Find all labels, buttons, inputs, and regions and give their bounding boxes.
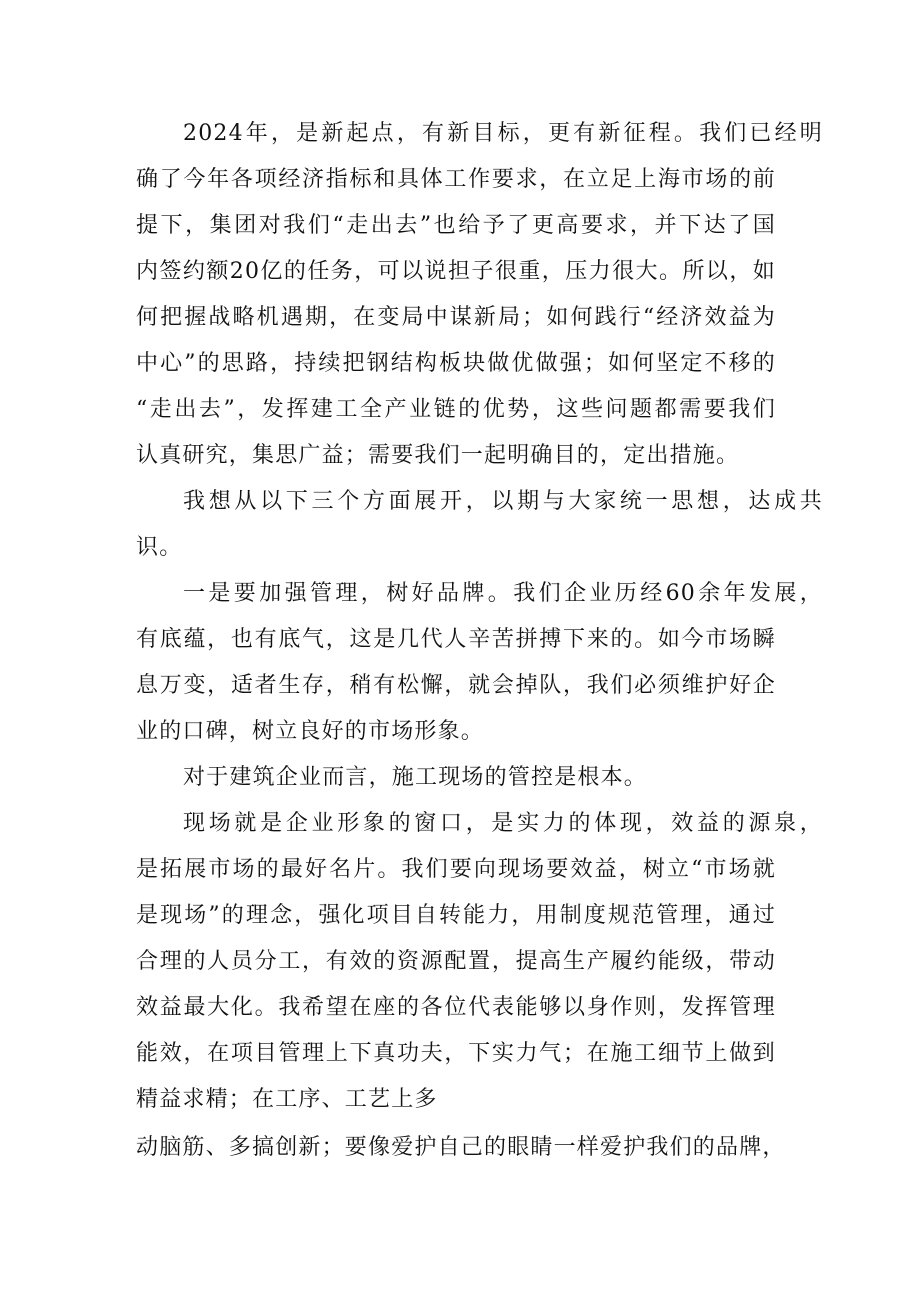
text-line: 合理的人员分工，有效的资源配置，提高生产履约能级，带动 <box>136 949 776 974</box>
text-line: 动脑筋、多搞创新；要像爱护自己的眼睛一样爱护我们的品牌， <box>136 1135 786 1160</box>
text-line: 中心”的思路，持续把钢结构板块做优做强；如何坚定不移的 <box>136 351 776 376</box>
text-line: 提下，集团对我们“走出去”也给予了更高要求，并下达了国 <box>136 213 776 238</box>
text-line: 是现场”的理念，强化项目自转能力，用制度规范管理，通过 <box>136 903 776 928</box>
text-line: “走出去”，发挥建工全产业链的优势，这些问题都需要我们 <box>136 397 776 422</box>
text-line: 能效，在项目管理上下真功夫，下实力气；在施工细节上做到 <box>136 1041 776 1066</box>
text-line: 我想从以下三个方面展开，以期与大家统一思想，达成共 <box>183 489 823 514</box>
text-line: 一是要加强管理，树好品牌。我们企业历经60余年发展， <box>183 581 823 606</box>
text-line: 业的口碑，树立良好的市场形象。 <box>136 719 485 744</box>
text-line: 何把握战略机遇期，在变局中谋新局；如何践行“经济效益为 <box>136 305 776 330</box>
text-line: 效益最大化。我希望在座的各位代表能够以身作则，发挥管理 <box>136 995 776 1020</box>
text-line: 对于建筑企业而言，施工现场的管控是根本。 <box>183 765 648 790</box>
text-line: 是拓展市场的最好名片。我们要向现场要效益，树立“市场就 <box>136 857 776 882</box>
text-line: 有底蕴，也有底气，这是几代人辛苦拼搏下来的。如今市场瞬 <box>136 627 776 652</box>
text-line: 认真研究，集思广益；需要我们一起明确目的，定出措施。 <box>136 443 740 468</box>
text-line: 2024年，是新起点，有新目标，更有新征程。我们已经明 <box>183 121 823 146</box>
text-line: 息万变，适者生存，稍有松懈，就会掉队，我们必须维护好企 <box>136 673 776 698</box>
text-line: 现场就是企业形象的窗口，是实力的体现，效益的源泉， <box>183 811 823 836</box>
text-line: 精益求精；在工序、工艺上多 <box>136 1087 438 1112</box>
text-line: 内签约额20亿的任务，可以说担子很重，压力很大。所以，如 <box>136 259 776 284</box>
text-line: 识。 <box>136 535 183 560</box>
text-line: 确了今年各项经济指标和具体工作要求，在立足上海市场的前 <box>136 167 776 192</box>
